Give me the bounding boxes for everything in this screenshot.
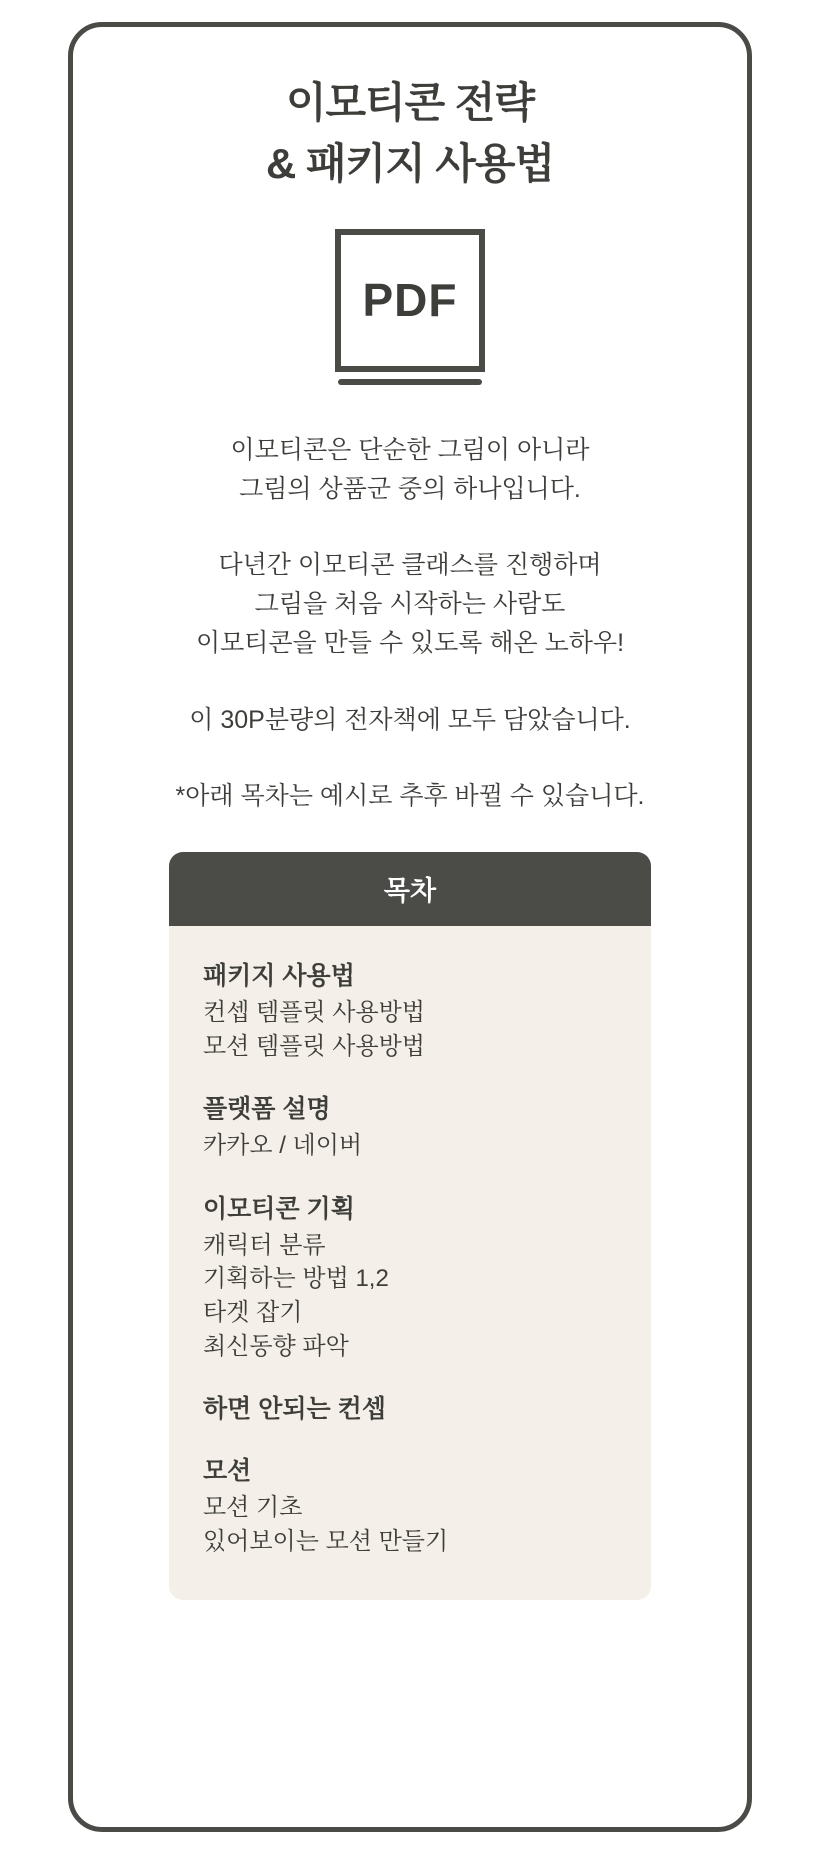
paragraph-line: *아래 목차는 예시로 추후 바뀔 수 있습니다. bbox=[175, 782, 645, 811]
pdf-icon bbox=[335, 229, 485, 391]
promo-card bbox=[68, 22, 752, 1832]
card-content bbox=[73, 27, 747, 1600]
toc-group-title: 패키지 사용법 bbox=[203, 962, 355, 991]
toc-item: 있어보이는 모션 만들기 bbox=[203, 1527, 449, 1555]
toc-body bbox=[169, 926, 651, 1600]
table-of-contents bbox=[169, 852, 651, 1600]
toc-item: 최신동향 파악 bbox=[203, 1332, 349, 1360]
page-title bbox=[93, 73, 727, 195]
toc-group-title: 하면 안되는 컨셉 bbox=[203, 1395, 386, 1424]
paragraph-line: 이모티콘을 만들 수 있도록 해온 노하우! bbox=[195, 628, 625, 657]
toc-item: 컨셉 템플릿 사용방법 bbox=[203, 999, 425, 1027]
paragraph-line: 그림의 상품군 중의 하나입니다. bbox=[239, 474, 581, 503]
toc-item: 카카오 / 네이버 bbox=[203, 1132, 363, 1160]
paragraph-line: 이 30P분량의 전자책에 모두 담았습니다. bbox=[189, 705, 631, 734]
paragraph-line: 다년간 이모티콘 클래스를 진행하며 bbox=[218, 551, 602, 580]
toc-item: 모션 템플릿 사용방법 bbox=[203, 1032, 425, 1060]
toc-header: 목차 bbox=[169, 852, 651, 926]
toc-group bbox=[203, 1451, 617, 1558]
page-title-line-1: 이모티콘 전략 bbox=[285, 79, 535, 126]
intro-paragraph-1 bbox=[93, 431, 727, 509]
toc-group-title: 플랫폼 설명 bbox=[203, 1095, 331, 1124]
paragraph-line: 이모티콘은 단순한 그림이 아니라 bbox=[230, 435, 590, 464]
intro-paragraph-2 bbox=[93, 546, 727, 662]
toc-item: 기획하는 방법 1,2 bbox=[203, 1265, 389, 1293]
toc-group bbox=[203, 1089, 617, 1163]
toc-item: 모션 기초 bbox=[203, 1494, 303, 1522]
paragraph-line: 그림을 처음 시작하는 사람도 bbox=[254, 590, 566, 619]
toc-item: 캐릭터 분류 bbox=[203, 1231, 326, 1259]
page-title-line-2: & 패키지 사용법 bbox=[265, 139, 555, 187]
toc-group-title: 모션 bbox=[203, 1457, 252, 1486]
disclaimer-note bbox=[93, 777, 727, 816]
toc-group bbox=[203, 956, 617, 1063]
pdf-icon-wrapper bbox=[93, 229, 727, 391]
intro-paragraph-3 bbox=[93, 701, 727, 740]
toc-group bbox=[203, 1389, 617, 1425]
pdf-icon-base bbox=[338, 379, 482, 385]
toc-item: 타겟 잡기 bbox=[203, 1299, 303, 1326]
toc-group-title: 이모티콘 기획 bbox=[203, 1194, 355, 1223]
toc-group bbox=[203, 1189, 617, 1363]
pdf-icon-label: PDF bbox=[362, 274, 458, 327]
